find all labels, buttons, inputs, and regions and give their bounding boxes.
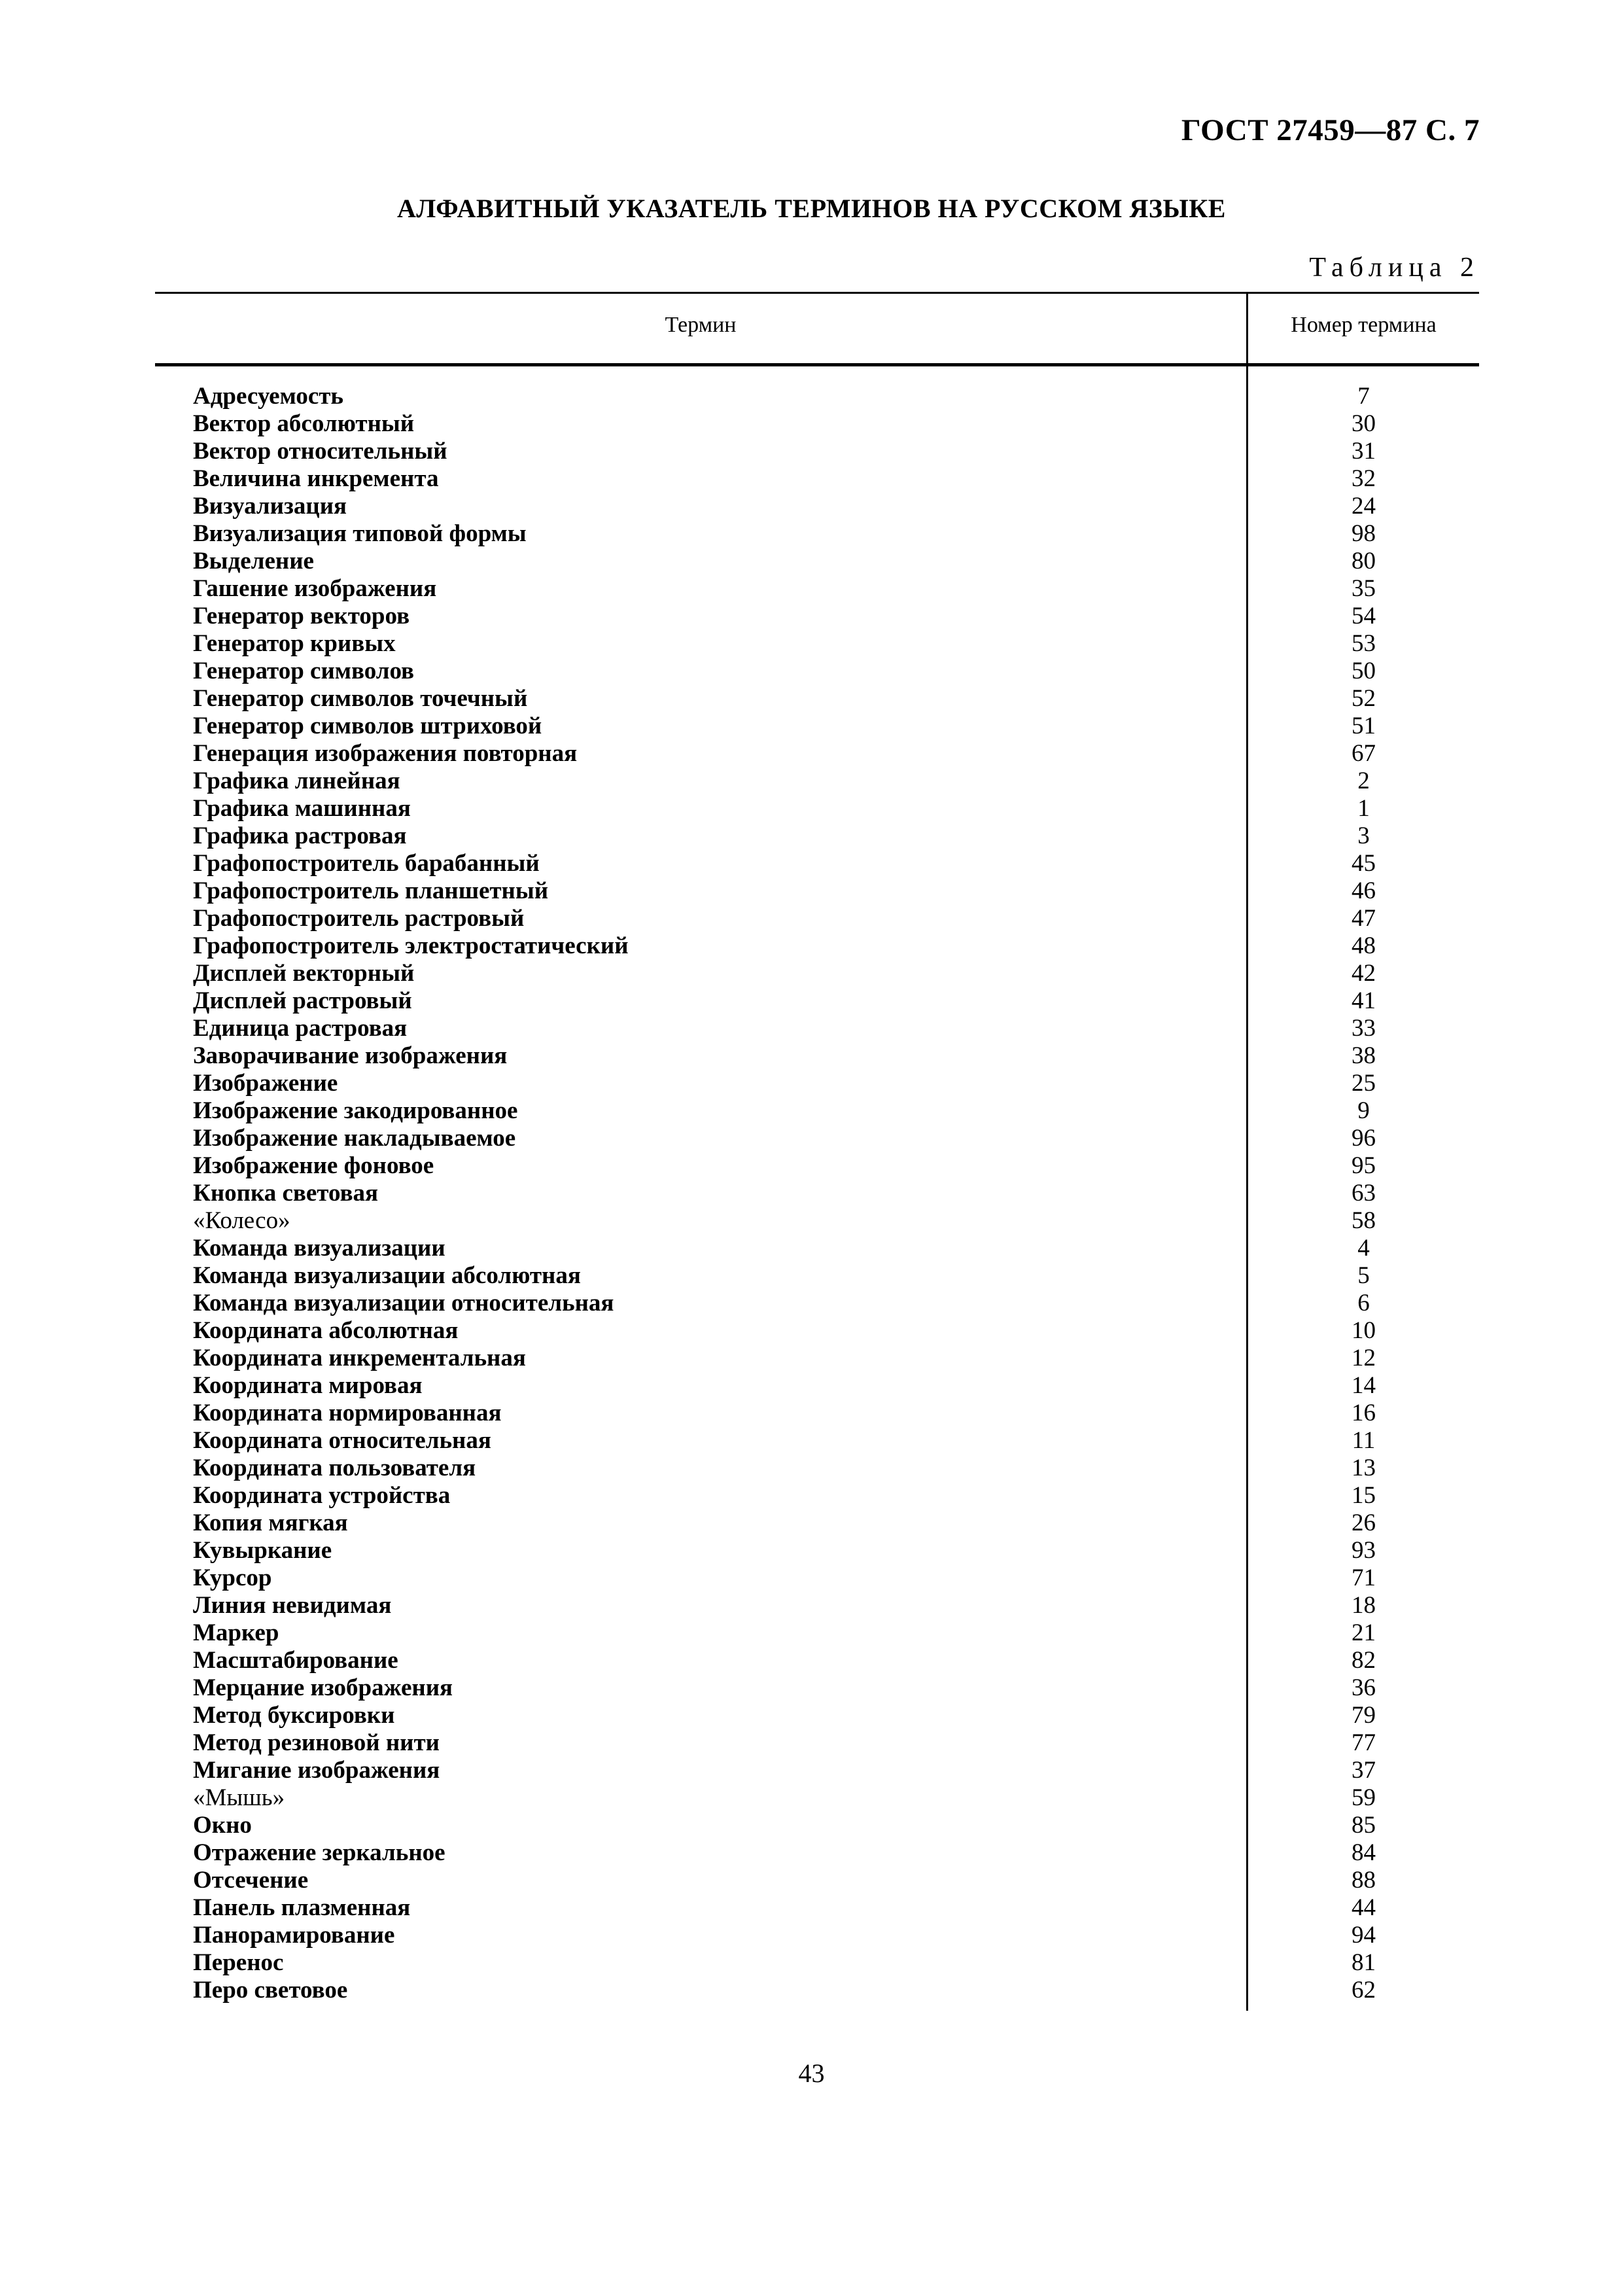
term-text: Графопостроитель электростатический: [193, 932, 629, 959]
table-row: [0, 1290, 1623, 1317]
table-row: [0, 1977, 1623, 2004]
table-row: [0, 1564, 1623, 1592]
term-number: 52: [1352, 685, 1376, 712]
term-number: 35: [1352, 575, 1376, 602]
term-text: Визуализация: [193, 493, 347, 520]
term-number: 44: [1352, 1894, 1376, 1921]
term-number: 67: [1352, 740, 1376, 767]
term-text: Графопостроитель растровый: [193, 905, 525, 932]
column-header-number: Номер термина: [1291, 313, 1437, 337]
table-header-rule: [155, 363, 1479, 366]
table-row: [0, 1152, 1623, 1180]
table-row: [0, 1482, 1623, 1510]
term-text: Команда визуализации относительная: [193, 1290, 614, 1316]
term-text: Визуализация типовой формы: [193, 520, 527, 547]
term-number: 12: [1352, 1345, 1376, 1371]
term-text: Адресуемость: [193, 383, 343, 410]
table-row: [0, 685, 1623, 713]
term-number: 31: [1352, 438, 1376, 465]
term-text: Координата относительная: [193, 1427, 491, 1454]
term-text: Координата пользователя: [193, 1455, 476, 1481]
term-number: 93: [1352, 1537, 1376, 1564]
term-number: 26: [1352, 1510, 1376, 1536]
table-row: [0, 1812, 1623, 1839]
table-row: [0, 1922, 1623, 1949]
term-number: 32: [1352, 465, 1376, 492]
table-row: [0, 1345, 1623, 1372]
term-text: Окно: [193, 1812, 252, 1839]
term-text: Курсор: [193, 1564, 272, 1591]
page-title: АЛФАВИТНЫЙ УКАЗАТЕЛЬ ТЕРМИНОВ НА РУССКОМ ЯЗЫКЕ: [397, 194, 1226, 223]
term-number: 98: [1352, 520, 1376, 547]
term-number: 71: [1352, 1564, 1376, 1591]
term-text: Команда визуализации: [193, 1235, 445, 1262]
term-text: Генератор символов: [193, 658, 415, 684]
term-text: Гашение изображения: [193, 575, 437, 602]
term-number: 47: [1352, 905, 1376, 932]
table-row: [0, 520, 1623, 548]
table-row: [0, 1592, 1623, 1619]
term-text: Маркер: [193, 1619, 279, 1646]
table-row: [0, 932, 1623, 960]
term-text: Перенос: [193, 1949, 284, 1976]
term-number: 21: [1352, 1619, 1376, 1646]
term-number: 9: [1357, 1097, 1370, 1124]
term-number: 77: [1352, 1729, 1376, 1756]
term-text: Вектор относительный: [193, 438, 447, 465]
term-text: Графика линейная: [193, 768, 400, 794]
table-row: [0, 1537, 1623, 1564]
table-row: [0, 960, 1623, 987]
table-row: [0, 1070, 1623, 1097]
term-number: 24: [1352, 493, 1376, 520]
table-row: [0, 383, 1623, 410]
term-number: 51: [1352, 713, 1376, 739]
term-text: Вектор абсолютный: [193, 410, 415, 437]
term-text: Кувыркание: [193, 1537, 332, 1564]
table-row: [0, 1372, 1623, 1400]
term-number: 2: [1357, 768, 1370, 794]
term-text: Заворачивание изображения: [193, 1042, 508, 1069]
term-number: 37: [1352, 1757, 1376, 1784]
term-number: 48: [1352, 932, 1376, 959]
term-number: 36: [1352, 1674, 1376, 1701]
table-row: [0, 548, 1623, 575]
term-number: 79: [1352, 1702, 1376, 1729]
term-number: 95: [1352, 1152, 1376, 1179]
table-row: [0, 740, 1623, 768]
term-text: Генератор векторов: [193, 603, 410, 629]
term-text: Координата устройства: [193, 1482, 451, 1509]
table-row: [0, 1949, 1623, 1977]
term-text: Графопостроитель барабанный: [193, 850, 540, 877]
term-number: 88: [1352, 1867, 1376, 1894]
table-row: [0, 603, 1623, 630]
term-number: 85: [1352, 1812, 1376, 1839]
term-number: 10: [1352, 1317, 1376, 1344]
table-row: [0, 465, 1623, 493]
table-row: [0, 1647, 1623, 1674]
term-text: Копия мягкая: [193, 1510, 348, 1536]
table-row: [0, 630, 1623, 658]
term-number: 50: [1352, 658, 1376, 684]
term-text: Графопостроитель планшетный: [193, 877, 549, 904]
term-number: 25: [1352, 1070, 1376, 1097]
term-text: Дисплей растровый: [193, 987, 412, 1014]
term-text: Единица растровая: [193, 1015, 408, 1042]
column-header-term: Термин: [665, 313, 737, 337]
term-number: 33: [1352, 1015, 1376, 1042]
table-row: [0, 877, 1623, 905]
table-row: [0, 1894, 1623, 1922]
term-text: Панорамирование: [193, 1922, 395, 1949]
table-row: [0, 795, 1623, 822]
term-text: Графика машинная: [193, 795, 411, 822]
term-number: 82: [1352, 1647, 1376, 1674]
table-row: [0, 1125, 1623, 1152]
table-row: [0, 1839, 1623, 1867]
table-label: Таблица 2: [1309, 253, 1480, 283]
term-number: 16: [1352, 1400, 1376, 1426]
table-top-rule: [155, 292, 1479, 294]
term-number: 38: [1352, 1042, 1376, 1069]
term-text: Мигание изображения: [193, 1757, 440, 1784]
table-row: [0, 1757, 1623, 1784]
document-code: ГОСТ 27459—87 С. 7: [1181, 113, 1480, 147]
term-text: Панель плазменная: [193, 1894, 411, 1921]
term-text: Метод буксировки: [193, 1702, 395, 1729]
term-text: Отражение зеркальное: [193, 1839, 445, 1866]
term-number: 30: [1352, 410, 1376, 437]
table-row: [0, 1400, 1623, 1427]
table-row: [0, 822, 1623, 850]
table-row: [0, 575, 1623, 603]
term-number: 18: [1352, 1592, 1376, 1619]
terms-table-body: [0, 383, 1623, 2004]
term-text: Команда визуализации абсолютная: [193, 1262, 581, 1289]
table-row: [0, 493, 1623, 520]
table-row: [0, 987, 1623, 1015]
term-number: 41: [1352, 987, 1376, 1014]
page-number: 43: [798, 2058, 825, 2088]
table-row: [0, 905, 1623, 932]
term-text: Мерцание изображения: [193, 1674, 453, 1701]
term-number: 7: [1357, 383, 1370, 410]
term-number: 14: [1352, 1372, 1376, 1399]
term-text: Координата абсолютная: [193, 1317, 459, 1344]
term-text: Генератор символов штриховой: [193, 713, 542, 739]
term-number: 80: [1352, 548, 1376, 574]
term-number: 42: [1352, 960, 1376, 987]
table-row: [0, 438, 1623, 465]
table-row: [0, 1784, 1623, 1812]
table-row: [0, 1042, 1623, 1070]
table-row: [0, 768, 1623, 795]
term-text: Выделение: [193, 548, 314, 574]
table-row: [0, 1097, 1623, 1125]
term-text: Величина инкремента: [193, 465, 439, 492]
table-row: [0, 1427, 1623, 1455]
term-number: 63: [1352, 1180, 1376, 1207]
term-text: Генератор кривых: [193, 630, 396, 657]
table-row: [0, 1317, 1623, 1345]
table-row: [0, 1510, 1623, 1537]
term-text: Координата нормированная: [193, 1400, 502, 1426]
term-number: 5: [1357, 1262, 1370, 1289]
term-number: 54: [1352, 603, 1376, 629]
term-text: Генератор символов точечный: [193, 685, 528, 712]
term-number: 13: [1352, 1455, 1376, 1481]
term-number: 3: [1357, 822, 1370, 849]
table-row: [0, 1674, 1623, 1702]
term-text: «Мышь»: [193, 1784, 285, 1811]
term-text: Кнопка световая: [193, 1180, 379, 1207]
table-row: [0, 713, 1623, 740]
term-number: 46: [1352, 877, 1376, 904]
table-row: [0, 1015, 1623, 1042]
term-number: 62: [1352, 1977, 1376, 2004]
term-number: 15: [1352, 1482, 1376, 1509]
table-row: [0, 1235, 1623, 1262]
term-text: Генерация изображения повторная: [193, 740, 578, 767]
term-number: 58: [1352, 1207, 1376, 1234]
term-number: 45: [1352, 850, 1376, 877]
table-row: [0, 410, 1623, 438]
term-text: Изображение: [193, 1070, 338, 1097]
table-row: [0, 1262, 1623, 1290]
table-row: [0, 850, 1623, 877]
term-text: Линия невидимая: [193, 1592, 392, 1619]
term-text: Отсечение: [193, 1867, 309, 1894]
term-text: Перо световое: [193, 1977, 348, 2004]
term-text: Координата инкрементальная: [193, 1345, 526, 1371]
table-row: [0, 1455, 1623, 1482]
table-row: [0, 1702, 1623, 1729]
term-text: «Колесо»: [193, 1207, 290, 1234]
term-number: 1: [1357, 795, 1370, 822]
term-text: Изображение фоновое: [193, 1152, 434, 1179]
term-number: 11: [1352, 1427, 1376, 1454]
term-text: Координата мировая: [193, 1372, 423, 1399]
term-text: Метод резиновой нити: [193, 1729, 440, 1756]
table-row: [0, 1180, 1623, 1207]
term-number: 6: [1357, 1290, 1370, 1316]
term-text: Изображение накладываемое: [193, 1125, 516, 1152]
term-text: Изображение закодированное: [193, 1097, 518, 1124]
term-number: 84: [1352, 1839, 1376, 1866]
table-row: [0, 1619, 1623, 1647]
term-number: 81: [1352, 1949, 1376, 1976]
term-number: 94: [1352, 1922, 1376, 1949]
term-number: 59: [1352, 1784, 1376, 1811]
term-text: Дисплей векторный: [193, 960, 415, 987]
term-text: Графика растровая: [193, 822, 407, 849]
term-number: 4: [1357, 1235, 1370, 1262]
term-text: Масштабирование: [193, 1647, 398, 1674]
table-row: [0, 1207, 1623, 1235]
table-row: [0, 1867, 1623, 1894]
term-number: 96: [1352, 1125, 1376, 1152]
table-row: [0, 1729, 1623, 1757]
table-row: [0, 658, 1623, 685]
term-number: 53: [1352, 630, 1376, 657]
